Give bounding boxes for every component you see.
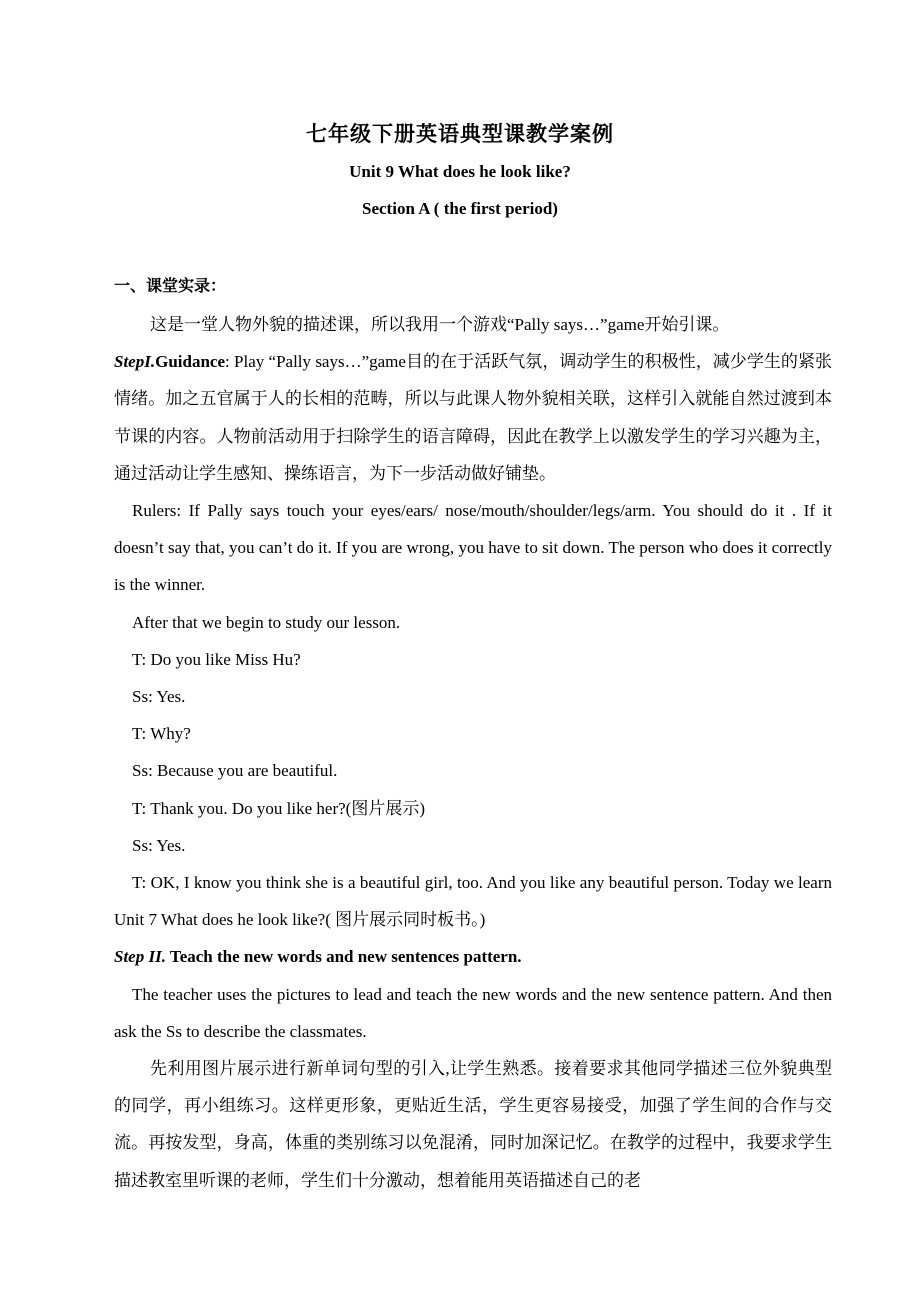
unit-title: Unit 9 What does he look like? (349, 162, 571, 181)
step2-title: Teach the new words and new sentences pattern. (165, 947, 522, 967)
dialogue-line: T: OK, I know you think she is a beautiful girl, too. And you like any beautiful person. Today we learn Unit 7 What does he look like?( 图片展示同时板书。) (114, 873, 832, 930)
step2-chinese-paragraph: 先利用图片展示进行新单词句型的引入,让学生熟悉。接着要求其他同学描述三位外貌典型的同学，再小组练习。这样更形象，更贴近生活，学生更容易接受，加强了学生间的合作与交流。再按发型，身高，体重的类别练习以免混淆，同时加深记忆。在教学的过程中，我要求学生描述教室里听课的老师，学生们十分激动，想着能用英语描述自己的老 (114, 1059, 832, 1190)
dialogue-line: T: Thank you. Do you like her?(图片展示) (132, 798, 425, 818)
step1-paragraph (114, 343, 832, 492)
section-title: Section A ( the first period) (362, 199, 558, 218)
dialogue-line: Ss: Yes. (132, 687, 186, 707)
document-body (114, 306, 832, 1199)
step2-english-paragraph: The teacher uses the pictures to lead and teach the new words and the new sentence pattern. And then ask the Ss to describe the classmates. (114, 984, 832, 1041)
step1-title: Guidance (155, 352, 225, 372)
dialogue-line: T: Do you like Miss Hu? (132, 649, 301, 669)
step1-label: StepI. (114, 352, 156, 372)
step2-heading (114, 938, 832, 975)
intro-paragraph: 这是一堂人物外貌的描述课，所以我用一个游戏“Pally says…”game开始引课。 (150, 315, 730, 334)
dialogue-line: Ss: Yes. (132, 835, 186, 855)
part-heading: 一、课堂实录： (114, 278, 227, 295)
rules-paragraph: Rulers: If Pally says touch your eyes/ears/ nose/mouth/shoulder/legs/arm. You should do it . If it doesn’t say that, you can’t do it. If you are wrong, you have to sit down. The person who does it correctly is the winner. (114, 501, 832, 595)
dialogue-line: T: Why? (132, 724, 191, 744)
dialogue-line: Ss: Because you are beautiful. (132, 761, 338, 781)
step2-label: Step II. (114, 947, 166, 967)
dialogue-line: After that we begin to study our lesson. (132, 612, 401, 632)
document-title: 七年级下册英语典型课教学案例 (306, 122, 614, 146)
step1-text: : Play “Pally says…”game目的在于活跃气氛，调动学生的积极性，减少学生的紧张情绪。加之五官属于人的长相的范畴，所以与此课人物外貌相关联，这样引入就能自然过渡到本节课的内容。人物前活动用于扫除学生的语言障碍，因此在教学上以激发学生的学习兴趣为主，通过活动让学生感知、操练语言，为下一步活动做好铺垫。 (114, 352, 832, 483)
